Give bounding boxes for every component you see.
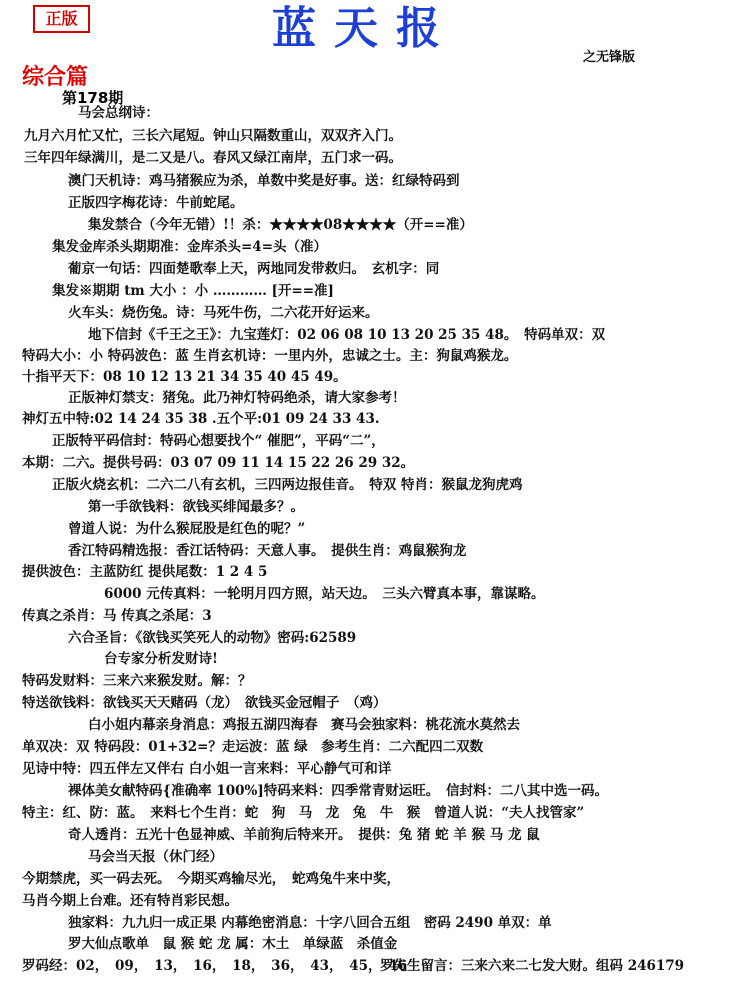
- text-line: 正版特平码信封：特码心想要找个“ 催肥”，平码“二”，: [52, 433, 385, 449]
- text-line: 马会总纲诗：: [78, 105, 159, 121]
- text-line: 集发禁合（今年无错）!！杀：★★★★08★★★★（开==准）: [88, 217, 473, 233]
- text-line: 罗先生留言：三来六来二七发大财。组码 246179: [380, 958, 685, 974]
- text-line: 罗码经：02， 09， 13， 16， 18， 36， 43， 45， 46: [22, 958, 408, 974]
- text-line: 曾道人说：为什么猴屁股是红色的呢？”: [68, 521, 306, 537]
- text-line: 单双决：双 特码段：01+32=？走运波：蓝 绿 参考生肖：二六配四二双数: [22, 739, 484, 755]
- text-line: 集发金库杀头期期准：金库杀头=4=头（准）: [52, 239, 328, 255]
- text-line: 台专家分析发财诗!: [104, 651, 218, 667]
- text-line: 地下信封《千王之王》：九宝莲灯：02 06 08 10 13 20 25 35 48。 特码单双：双: [88, 327, 606, 343]
- text-line: 见诗中特：四五伴左又伴右 白小姐一言来料：平心静气可和详: [22, 761, 392, 777]
- text-line: 三年四年绿满川，是二又是八。春风又绿江南岸，五门求一码。: [24, 150, 402, 166]
- issue-number: 第178期: [62, 89, 124, 107]
- text-line: 白小姐内幕亲身消息：鸡报五湖四海春 赛马会独家料：桃花流水莫然去: [88, 717, 520, 733]
- text-line: 十指平天下：08 10 12 13 21 34 35 40 45 49。: [22, 369, 347, 385]
- text-line: 传真之杀肖：马 传真之杀尾：3: [22, 608, 212, 624]
- text-line: 正版四字梅花诗：牛前蛇尾。: [68, 195, 244, 211]
- text-line: 正版火烧玄机：二六二八有玄机，三四两边报佳音。 特双 特肖：猴鼠龙狗虎鸡: [52, 477, 523, 493]
- text-line: 今期禁虎，买一码去死。 今期买鸡输尽光， 蛇鸡兔牛来中奖，: [22, 871, 400, 887]
- masthead-title: 蓝天报: [272, 3, 458, 54]
- text-line: 特码发财料：三来六来猴发财。解：？: [22, 673, 252, 689]
- text-line: 罗大仙点歌单 鼠 猴 蛇 龙 属：木土 单绿蓝 杀值金: [68, 936, 398, 952]
- text-line: 第一手欲钱料：欲钱买绯闻最多？。: [88, 499, 304, 515]
- text-line: 裸体美女献特码{准确率 100%]特码来料：四季常青财运旺。 信封料：二八其中选一码。: [68, 783, 609, 799]
- text-line: 香江特码精选报：香江话特码：天意人事。 提供生肖：鸡鼠猴狗龙: [68, 543, 467, 559]
- text-line: 特主：红、防：蓝。 来料七个生肖：蛇 狗 马 龙 兔 牛 猴 曾道人说：“夫人找管家”: [22, 805, 585, 821]
- text-line: 马肖今期上台难。还有特肖彩民想。: [22, 893, 238, 909]
- text-line: 正版神灯禁支：猪兔。此乃神灯特码绝杀，请大家参考！: [68, 390, 406, 406]
- text-line: 集发※期期 tm 大小 ：小 ………… [开==准]: [52, 283, 334, 299]
- text-line: 火车头：烧伤兔。诗：马死牛伤，二六花开好运来。: [68, 305, 379, 321]
- text-line: 马会当天报（休门经）: [88, 849, 223, 865]
- text-line: 特送欲钱料：欲钱买天天赌码（龙） 欲钱买金冠帽子 （鸡）: [22, 695, 387, 711]
- text-line: 提供波色：主蓝防红 提供尾数：1 2 4 5: [22, 564, 268, 580]
- text-line: 六合圣旨：《欲钱买笑死人的动物》密码:62589: [68, 630, 357, 646]
- text-line: 神灯五中特:02 14 24 35 38 .五个平:01 09 24 33 43.: [22, 411, 380, 427]
- text-line: 葡京一句话：四面楚歌奉上天，两地同发带救归。 玄机字：同: [68, 261, 440, 277]
- text-line: 九月六月忙又忙，三长六尾短。钟山只隔数重山，双双齐入门。: [24, 128, 402, 144]
- edition-label: 之无锋版: [582, 50, 635, 65]
- text-line: 奇人透肖：五光十色显神威、羊前狗后特来开。 提供：兔 猪 蛇 羊 猴 马 龙 鼠: [68, 827, 540, 843]
- section-title: 综合篇: [22, 64, 89, 90]
- text-line: 6000 元传真料：一轮明月四方照，站天边。 三头六臂真本事，靠谋略。: [104, 586, 545, 602]
- text-line: 特码大小：小 特码波色：蓝 生肖玄机诗：一里内外，忠诚之士。主：狗鼠鸡猴龙。: [22, 348, 518, 364]
- text-line: 本期：二六。提供号码：03 07 09 11 14 15 22 26 29 32。: [22, 455, 415, 471]
- text-line: 澳门天机诗：鸡马猪猴应为杀，单数中奖是好事。送：红绿特码到: [68, 173, 460, 189]
- text-line: 独家料：九九归一成正果 内幕绝密消息：十字八回合五组 密码 2490 单双：单: [68, 915, 552, 931]
- edition-badge: 正版: [33, 5, 90, 33]
